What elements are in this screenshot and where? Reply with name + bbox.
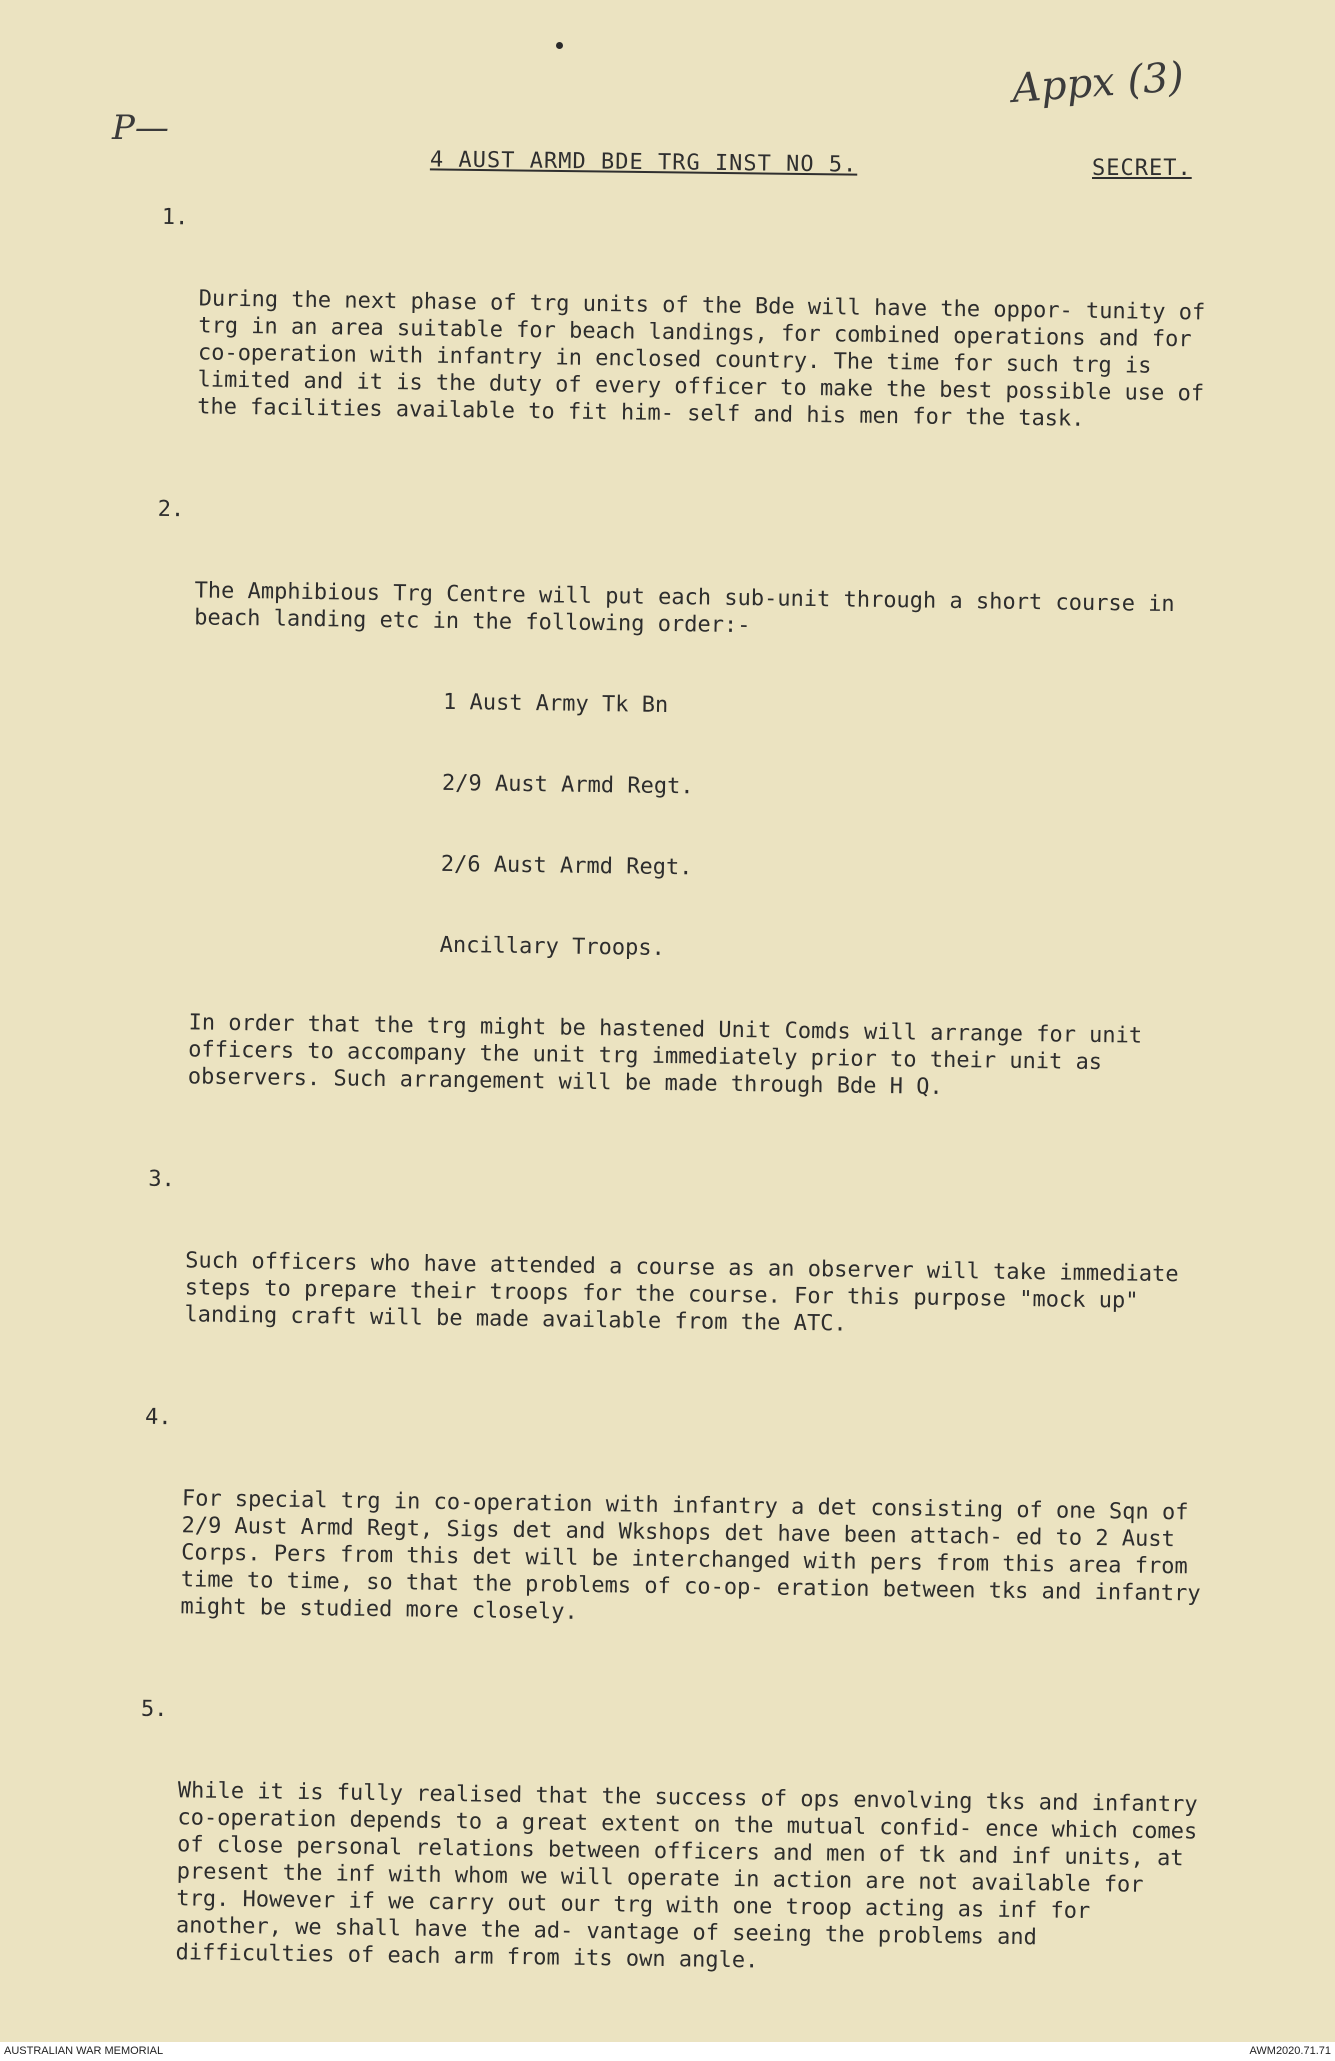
paragraph-2 (157, 496, 1226, 1159)
unit-order-item: 2/6 Aust Armd Regt. (440, 851, 693, 881)
paragraph-5 (140, 1696, 1212, 2035)
archive-footer (0, 2042, 1335, 2061)
paragraph-1 (161, 204, 1230, 489)
paragraph-number: 4. (144, 1404, 172, 1431)
appendix-annotation: Appx (3) (1010, 54, 1186, 112)
document-body (113, 204, 1230, 2042)
paragraph-text: During the next phase of trg units of the Bde will have the oppor- tunity of trg in an area suitable for beach landings, for combined operations and for co-operation with infantry in enclosed country. The time for such trg is limited and it is the duty of every officer to make the best possible use of the facilities available to fit him- self and his men for the task. (196, 286, 1219, 432)
punch-hole (556, 42, 563, 49)
paragraph-text: While it is fully realised that the success of ops envolving tks and infantry co-operation depends to a great extent on the mutual confid- ence which comes of close personal relations between officers and men of tk and inf units, at present the inf with whom we will operate in action are not available for trg. However if we carry out our trg with one troop acting as inf for another, we shall have the ad- vantage of seeing the problems and difficulties of each arm from its own angle. (175, 1778, 1212, 1974)
paragraph-3 (148, 1166, 1217, 1397)
paragraph-text: The Amphibious Trg Centre will put each sub-unit through a short course in beach landing etc in the following order:- (194, 578, 1189, 639)
paragraph-text: Such officers who have attended a course as an observer will take immediate steps to prepare their troops for the course. For this purpose "mock up" landing craft will be made available from the ATC. (184, 1248, 1192, 1337)
unit-order-item: 2/9 Aust Armd Regt. (441, 770, 694, 800)
paragraph-text: For special trg in co-operation with infantry a det consisting of one Sqn of 2/9 Aust Armd Regt, Sigs det and Wkshops det have been attach- ed to 2 Aust Corps. Pers from this det will be interchanged with pers from this area from time to time, so that the problems of co-op- eration between tks and infantry might be studied more closely. (180, 1486, 1214, 1625)
paragraph-number: 3. (148, 1166, 176, 1193)
security-classification: SECRET. (1092, 156, 1192, 181)
paragraph-text-continued: In order that the trg might be hastened Unit Comds will arrange for unit officers to accompany the unit trg immediately prior to their unit as observers. Such arrangement will be made through Bde H Q. (187, 1010, 1156, 1100)
archive-name: AUSTRALIAN WAR MEMORIAL (4, 2045, 164, 2057)
archive-reference: AWM2020.71.71 (1249, 2045, 1331, 2057)
paragraph-4 (144, 1404, 1214, 1689)
pencil-annotation: P— (112, 108, 169, 148)
paragraph-number: 1. (161, 204, 189, 231)
document-title: 4 AUST ARMD BDE TRG INST NO 5. (429, 147, 858, 178)
paragraph-number: 5. (140, 1696, 168, 1723)
unit-order-item: Ancillary Troops. (439, 932, 666, 961)
paragraph-number: 2. (157, 496, 185, 523)
unit-order-item: 1 Aust Army Tk Bn (442, 689, 669, 719)
